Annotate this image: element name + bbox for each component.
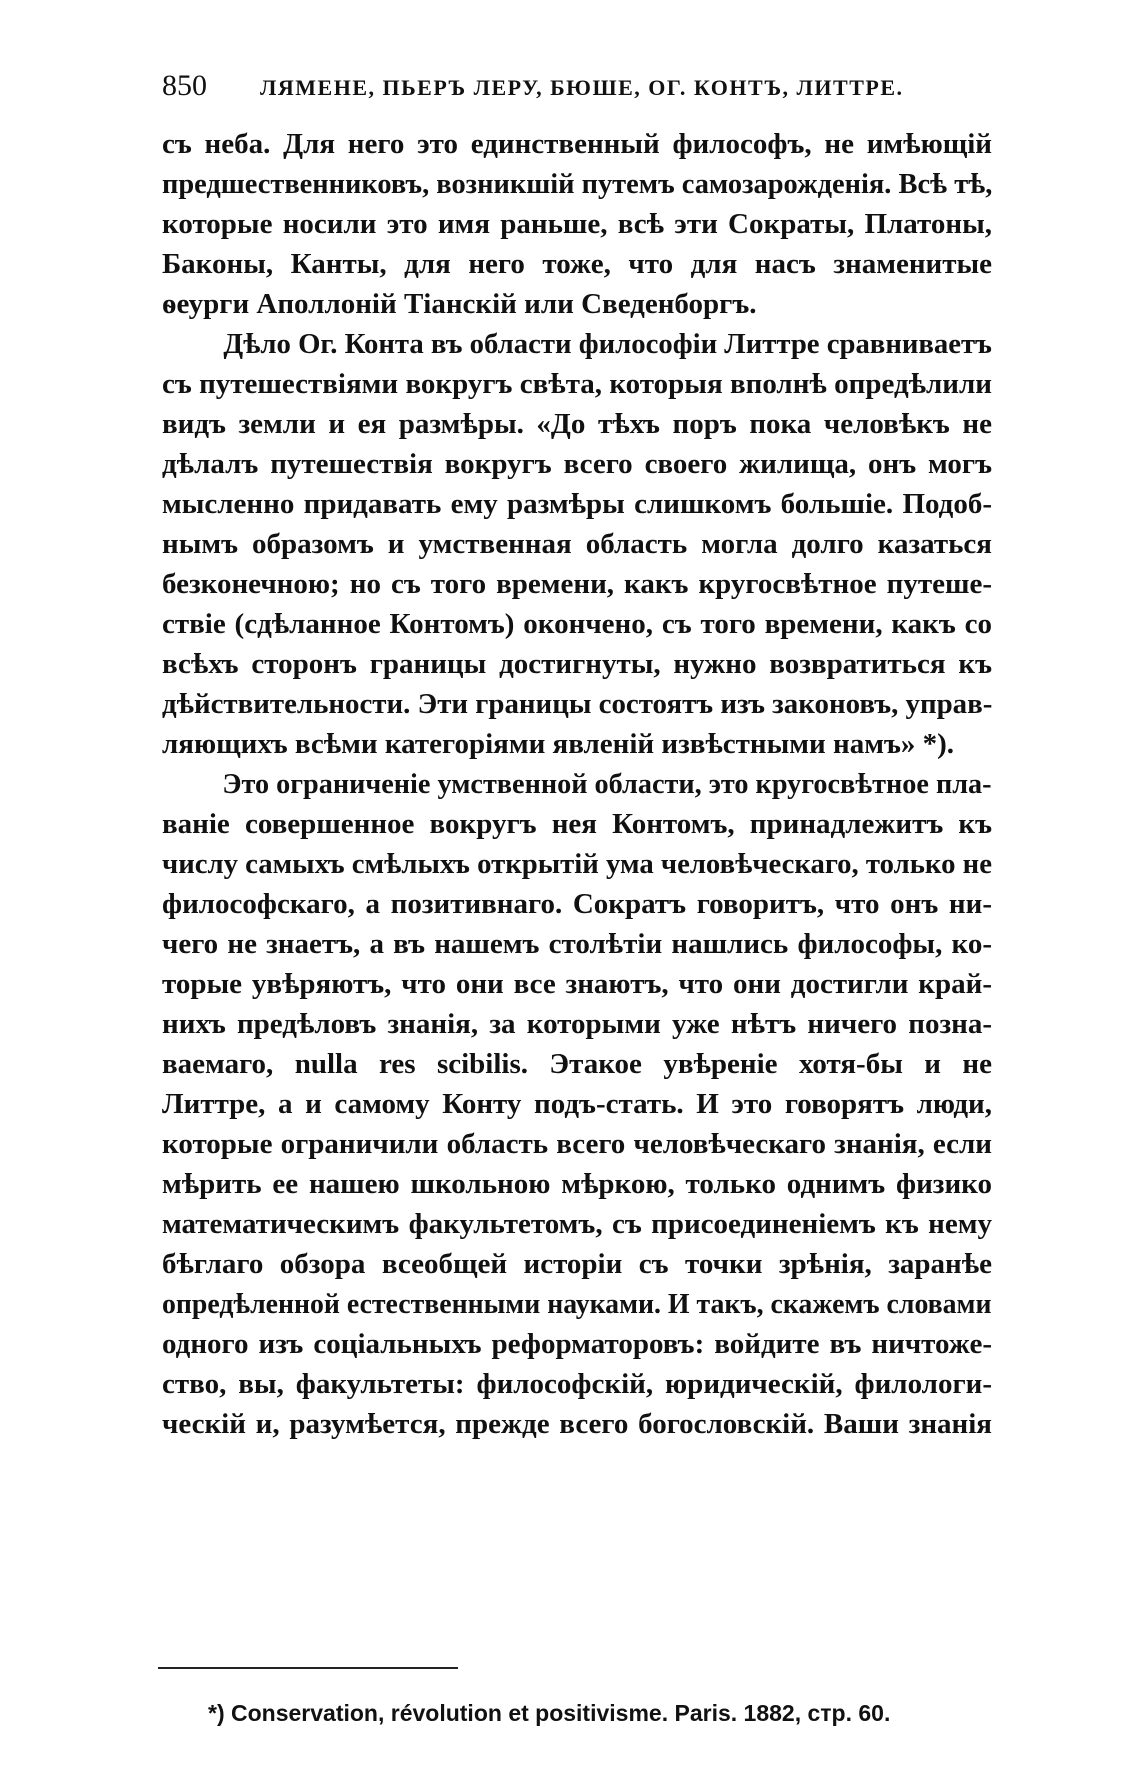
text-line: ѳеурги Аполлоній Тіанскій или Сведенборгъ.	[162, 288, 757, 320]
text-line: всѣхъ сторонъ границы достигнуты, нужно возвратиться къ	[162, 648, 992, 680]
text-line: числу самыхъ смѣлыхъ открытій ума человѣческаго, только не	[162, 848, 992, 880]
text-line: съ путешествіями вокругъ свѣта, которыя вполнѣ опредѣлили	[162, 368, 992, 400]
text-line: Это ограниченіе умственной области, это кругосвѣтное пла-	[222, 768, 992, 800]
text-line: одного изъ соціальныхъ реформаторовъ: войдите въ ничтоже-	[162, 1328, 992, 1360]
text-line: съ неба. Для него это единственный философъ, не имѣющій	[162, 128, 992, 160]
text-line: философскаго, а позитивнаго. Сократъ говоритъ, что онъ ни-	[162, 888, 992, 920]
text-line: опредѣленной естественными науками. И такъ, скажемъ словами	[162, 1288, 992, 1320]
footnote: *) Conservation, révolution et positivisme. Paris. 1882, стр. 60.	[208, 1700, 891, 1726]
running-head	[162, 66, 1002, 106]
text-line: ствіе (сдѣланное Контомъ) окончено, съ того времени, какъ со	[162, 608, 992, 640]
text-line: которые ограничили область всего человѣческаго знанія, если	[162, 1128, 992, 1160]
text-line: Баконы, Канты, для него тоже, что для насъ знаменитые	[162, 248, 992, 280]
text-line: ваніе совершенное вокругъ нея Контомъ, принадлежитъ къ	[162, 808, 992, 840]
text-line: видъ земли и ея размѣры. «До тѣхъ поръ пока человѣкъ не	[162, 408, 992, 440]
text-line: которые носили это имя раньше, всѣ эти Сократы, Платоны,	[162, 208, 992, 240]
footnote-divider	[158, 1667, 458, 1669]
text-line: нымъ образомъ и умственная область могла долго казаться	[162, 528, 992, 560]
body-text	[162, 124, 992, 1444]
text-line: Дѣло Ог. Конта въ области философіи Литтре сравниваетъ	[223, 328, 992, 360]
page-number: 850	[162, 69, 207, 102]
text-line: торые увѣряютъ, что они все знаютъ, что они достигли край-	[162, 968, 992, 1000]
text-line: ческій и, разумѣется, прежде всего богословскій. Ваши знанія	[162, 1408, 992, 1440]
text-line: нихъ предѣловъ знанія, за которыми уже нѣтъ ничего позна-	[162, 1008, 992, 1040]
running-title: ЛЯМЕНЕ, ПЬЕРЪ ЛЕРУ, БЮШЕ, ОГ. КОНТЪ, ЛИТТРЕ.	[260, 75, 904, 100]
text-line: Литтре, а и самому Конту подъ-стать. И это говорятъ люди,	[162, 1088, 992, 1120]
text-line: бѣглаго обзора всеобщей исторіи съ точки зрѣнія, заранѣе	[162, 1248, 992, 1280]
text-line: предшественниковъ, возникшій путемъ самозарожденія. Всѣ тѣ,	[162, 168, 993, 200]
text-line: ваемаго, nulla res scibilis. Этакое увѣреніе хотя-бы и не	[162, 1048, 992, 1080]
text-line: дѣйствительности. Эти границы состоятъ изъ законовъ, управ-	[162, 688, 993, 720]
text-line: чего не знаетъ, а въ нашемъ столѣтіи нашлись философы, ко-	[162, 928, 992, 960]
text-line: мысленно придавать ему размѣры слишкомъ большіе. Подоб-	[162, 488, 992, 520]
text-line: дѣлалъ путешествія вокругъ всего своего жилища, онъ могъ	[162, 448, 992, 480]
text-line: ство, вы, факультеты: философскій, юридическій, филологи-	[162, 1368, 992, 1400]
text-line: мѣрить ее нашею школьною мѣркою, только однимъ физико	[162, 1168, 992, 1200]
text-line: безконечною; но съ того времени, какъ кругосвѣтное путеше-	[162, 568, 992, 600]
text-line: математическимъ факультетомъ, съ присоединеніемъ къ нему	[162, 1208, 992, 1240]
text-line: ляющихъ всѣми категоріями явленій извѣстными намъ» *).	[162, 728, 955, 760]
